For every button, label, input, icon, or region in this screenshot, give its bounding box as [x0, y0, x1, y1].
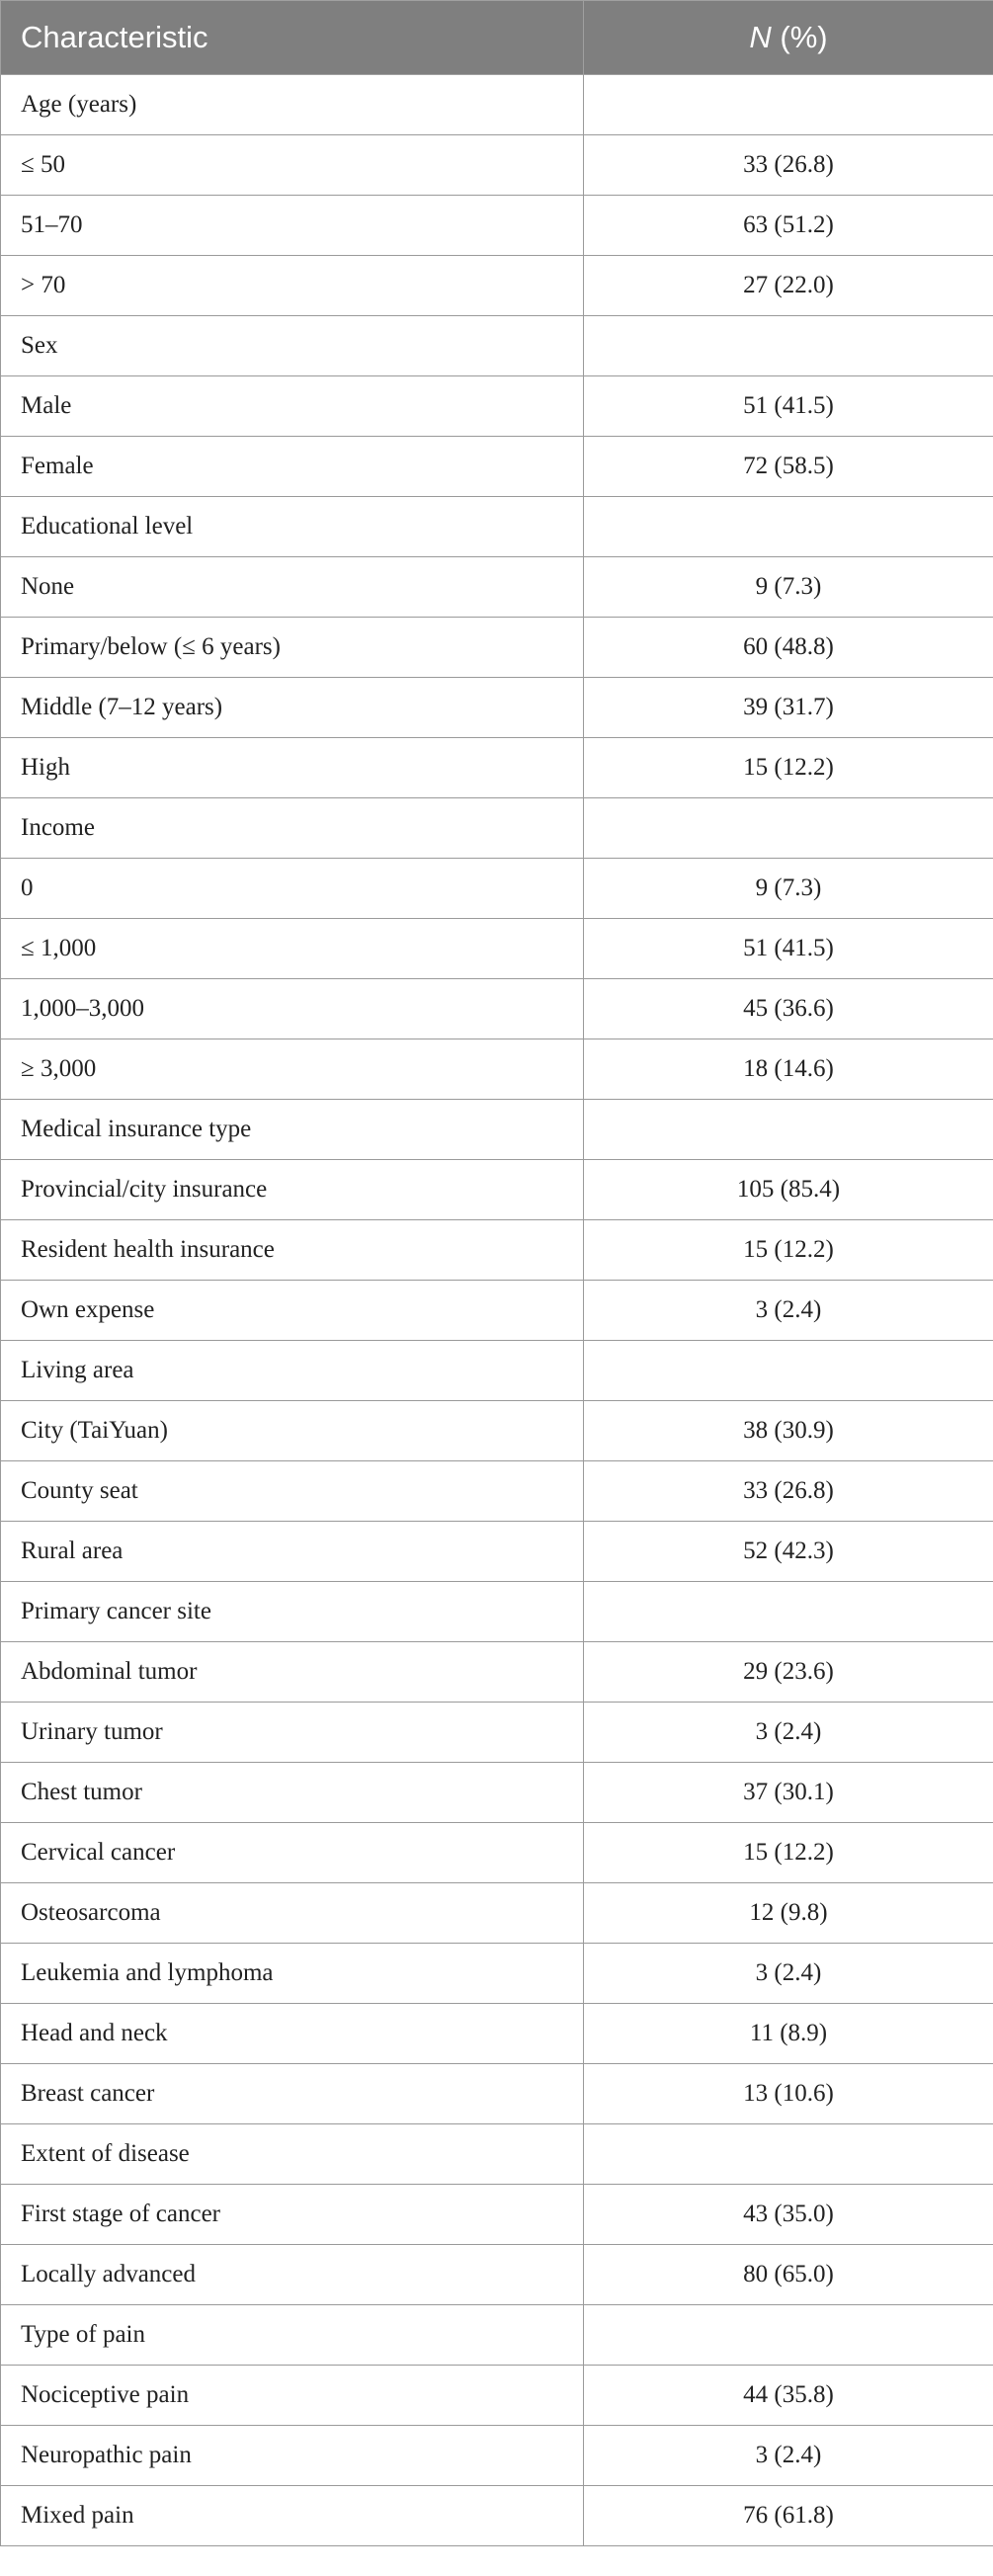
table-row: [1, 678, 993, 738]
row-value: 11 (8.9): [584, 2004, 993, 2064]
table-row: [1, 1582, 993, 1642]
table-row: [1, 376, 993, 437]
row-label: 0: [1, 859, 584, 919]
row-label: County seat: [1, 1461, 584, 1522]
table-row: [1, 256, 993, 316]
table-row: [1, 1883, 993, 1944]
table-row: [1, 1160, 993, 1220]
row-value: [584, 1341, 993, 1401]
table-row: [1, 1401, 993, 1461]
table-row: [1, 2366, 993, 2426]
row-label: Chest tumor: [1, 1763, 584, 1823]
row-value: [584, 316, 993, 376]
table-row: [1, 1341, 993, 1401]
header-row: [1, 1, 993, 75]
row-value: 105 (85.4): [584, 1160, 993, 1220]
row-label: Head and neck: [1, 2004, 584, 2064]
table-row: [1, 618, 993, 678]
header-n: N: [749, 20, 772, 54]
table-row: [1, 1522, 993, 1582]
row-label: Resident health insurance: [1, 1220, 584, 1281]
row-label: Leukemia and lymphoma: [1, 1944, 584, 2004]
row-value: 13 (10.6): [584, 2064, 993, 2124]
table-body: [1, 75, 993, 2546]
row-label: Urinary tumor: [1, 1703, 584, 1763]
row-value: 76 (61.8): [584, 2486, 993, 2546]
table-row: [1, 979, 993, 1039]
row-value: 18 (14.6): [584, 1039, 993, 1100]
table-row: [1, 196, 993, 256]
row-value: [584, 2124, 993, 2185]
row-value: 60 (48.8): [584, 618, 993, 678]
table-row: [1, 1461, 993, 1522]
row-label: Own expense: [1, 1281, 584, 1341]
row-label: ≥ 3,000: [1, 1039, 584, 1100]
row-value: 52 (42.3): [584, 1522, 993, 1582]
row-label: 1,000–3,000: [1, 979, 584, 1039]
table-row: [1, 2124, 993, 2185]
row-value: [584, 2305, 993, 2366]
table-row: [1, 2305, 993, 2366]
row-value: 45 (36.6): [584, 979, 993, 1039]
row-label: Abdominal tumor: [1, 1642, 584, 1703]
header-percent: (%): [771, 20, 828, 54]
row-label: Primary cancer site: [1, 1582, 584, 1642]
row-value: 51 (41.5): [584, 919, 993, 979]
table-row: [1, 2185, 993, 2245]
header-n-percent: [584, 1, 993, 75]
row-value: 51 (41.5): [584, 376, 993, 437]
row-value: 3 (2.4): [584, 1281, 993, 1341]
table-row: [1, 437, 993, 497]
row-label: Middle (7–12 years): [1, 678, 584, 738]
row-value: [584, 1100, 993, 1160]
row-value: [584, 497, 993, 557]
row-value: 33 (26.8): [584, 1461, 993, 1522]
row-value: 37 (30.1): [584, 1763, 993, 1823]
row-value: 33 (26.8): [584, 135, 993, 196]
row-value: 29 (23.6): [584, 1642, 993, 1703]
row-value: 15 (12.2): [584, 1220, 993, 1281]
row-value: 9 (7.3): [584, 859, 993, 919]
table-row: [1, 557, 993, 618]
row-label: Primary/below (≤ 6 years): [1, 618, 584, 678]
table-row: [1, 1763, 993, 1823]
row-label: Age (years): [1, 75, 584, 135]
row-label: Osteosarcoma: [1, 1883, 584, 1944]
row-label: None: [1, 557, 584, 618]
row-value: 80 (65.0): [584, 2245, 993, 2305]
row-label: Male: [1, 376, 584, 437]
row-label: Female: [1, 437, 584, 497]
table-row: [1, 2245, 993, 2305]
table-row: [1, 316, 993, 376]
row-value: 9 (7.3): [584, 557, 993, 618]
row-label: > 70: [1, 256, 584, 316]
table-header: [1, 1, 993, 75]
table-row: [1, 1100, 993, 1160]
row-value: [584, 1582, 993, 1642]
row-value: [584, 798, 993, 859]
row-label: Sex: [1, 316, 584, 376]
row-label: First stage of cancer: [1, 2185, 584, 2245]
row-label: Breast cancer: [1, 2064, 584, 2124]
table-row: [1, 2004, 993, 2064]
row-label: City (TaiYuan): [1, 1401, 584, 1461]
table-row: [1, 1703, 993, 1763]
table-row: [1, 1220, 993, 1281]
table-row: [1, 75, 993, 135]
row-value: 63 (51.2): [584, 196, 993, 256]
row-label: Nociceptive pain: [1, 2366, 584, 2426]
row-label: ≤ 50: [1, 135, 584, 196]
row-label: Income: [1, 798, 584, 859]
row-label: 51–70: [1, 196, 584, 256]
row-label: Type of pain: [1, 2305, 584, 2366]
header-characteristic: Characteristic: [1, 1, 584, 75]
row-value: 72 (58.5): [584, 437, 993, 497]
row-label: Educational level: [1, 497, 584, 557]
row-label: Cervical cancer: [1, 1823, 584, 1883]
row-label: Medical insurance type: [1, 1100, 584, 1160]
row-value: 3 (2.4): [584, 1944, 993, 2004]
row-value: [584, 75, 993, 135]
table-row: [1, 859, 993, 919]
row-label: Rural area: [1, 1522, 584, 1582]
row-label: Living area: [1, 1341, 584, 1401]
row-label: Neuropathic pain: [1, 2426, 584, 2486]
table-row: [1, 2064, 993, 2124]
row-value: 44 (35.8): [584, 2366, 993, 2426]
row-label: Locally advanced: [1, 2245, 584, 2305]
row-label: Provincial/city insurance: [1, 1160, 584, 1220]
row-value: 39 (31.7): [584, 678, 993, 738]
table-row: [1, 919, 993, 979]
table-row: [1, 1039, 993, 1100]
row-value: 27 (22.0): [584, 256, 993, 316]
table-row: [1, 1642, 993, 1703]
table-row: [1, 1281, 993, 1341]
row-value: 38 (30.9): [584, 1401, 993, 1461]
table-row: [1, 798, 993, 859]
row-value: 43 (35.0): [584, 2185, 993, 2245]
row-value: 12 (9.8): [584, 1883, 993, 1944]
table-row: [1, 1823, 993, 1883]
table-row: [1, 2486, 993, 2546]
row-label: High: [1, 738, 584, 798]
row-value: 3 (2.4): [584, 2426, 993, 2486]
row-label: ≤ 1,000: [1, 919, 584, 979]
table-row: [1, 497, 993, 557]
table-row: [1, 2426, 993, 2486]
row-label: Extent of disease: [1, 2124, 584, 2185]
row-label: Mixed pain: [1, 2486, 584, 2546]
table-row: [1, 1944, 993, 2004]
row-value: 15 (12.2): [584, 738, 993, 798]
row-value: 3 (2.4): [584, 1703, 993, 1763]
row-value: 15 (12.2): [584, 1823, 993, 1883]
table-row: [1, 135, 993, 196]
table-row: [1, 738, 993, 798]
